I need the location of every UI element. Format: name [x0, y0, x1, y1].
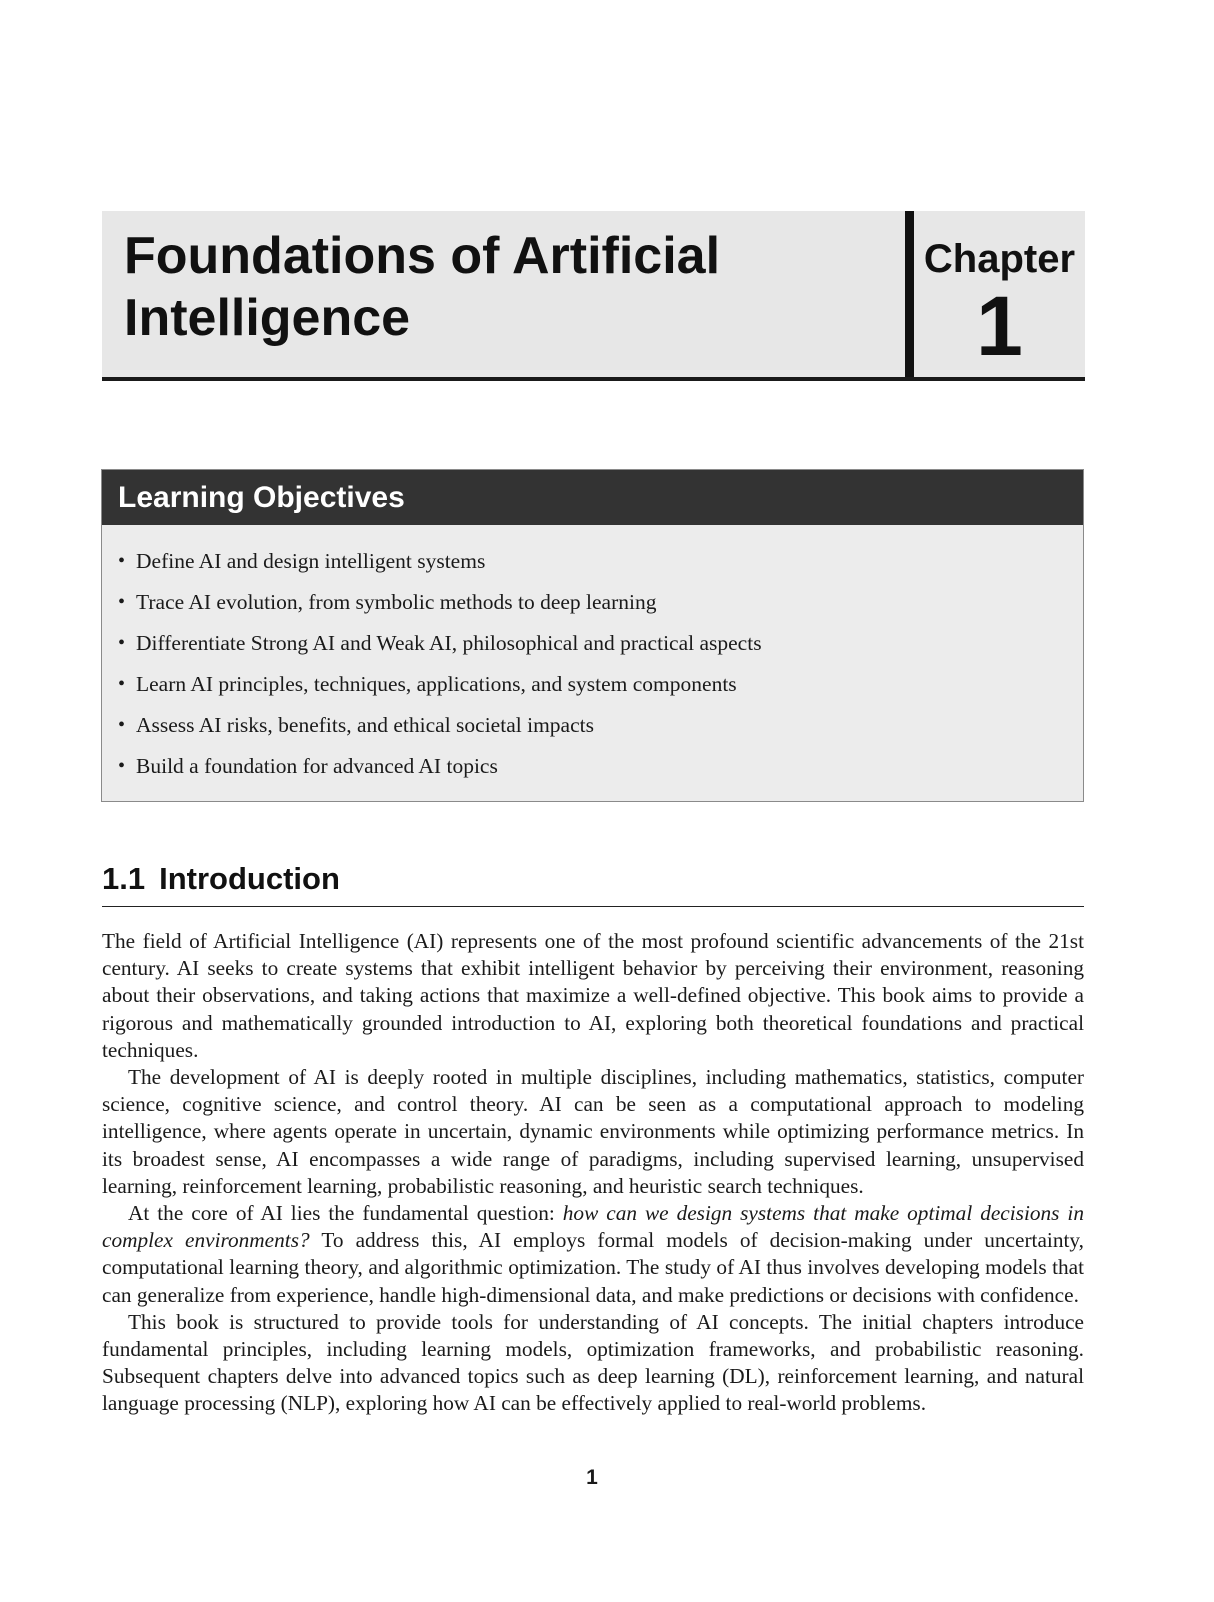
section-title: Introduction — [159, 861, 340, 896]
objective-item: • Define AI and design intelligent systems — [118, 541, 1083, 582]
chapter-divider — [905, 211, 914, 377]
objective-item: • Build a foundation for advanced AI topics — [118, 746, 1083, 787]
chapter-box — [914, 211, 1085, 377]
paragraph: The field of Artificial Intelligence (AI) represents one of the most profound scientific advancements of the 21st century. AI seeks to create systems that exhibit intelligent behavior by perceiving their environment, reasoning about their observations, and taking actions that maximize a well-defined objective. This book aims to provide a rigorous and mathematically grounded introduction to AI, exploring both theoretical foundations and practical techniques. — [102, 929, 1084, 1062]
paragraph: The development of AI is deeply rooted in multiple disciplines, including mathematics, statistics, computer science, cognitive science, and control theory. AI can be seen as a computational approach to modeling intelligence, where agents operate in uncertain, dynamic environments while optimizing performance metrics. In its broadest sense, AI encompasses a wide range of paradigms, including supervised learning, unsupervised learning, reinforcement learning, probabilistic reasoning, and heuristic search techniques. — [102, 1065, 1084, 1198]
learning-objectives-list — [102, 525, 1083, 787]
chapter-title: Foundations of Artificial Intelligence — [124, 227, 721, 347]
emphasized-question: how can we design systems that make optimal decisions in complex environments? — [102, 1201, 1084, 1253]
paragraph — [102, 1200, 1084, 1309]
chapter-header — [102, 211, 1085, 381]
body-text — [102, 928, 1084, 1418]
chapter-label: Chapter — [923, 237, 1076, 281]
objective-item: • Trace AI evolution, from symbolic methods to deep learning — [118, 582, 1083, 623]
objective-item: • Learn AI principles, techniques, applications, and system components — [118, 664, 1083, 705]
paragraph-text: At the core of AI lies the fundamental question: — [128, 1201, 563, 1226]
section-number: 1.1 — [102, 861, 146, 896]
paragraph: This book is structured to provide tools for understanding of AI concepts. The initial chapters introduce fundamental principles, including learning models, optimization frameworks, and probabilistic reasoning. Subsequent chapters delve into advanced topics such as deep learning (DL), reinforcement learning, and natural language processing (NLP), exploring how AI can be effectively applied to real-world problems. — [102, 1309, 1084, 1416]
section-heading — [102, 856, 1084, 907]
objective-item: • Differentiate Strong AI and Weak AI, philosophical and practical aspects — [118, 623, 1083, 664]
objective-item: • Assess AI risks, benefits, and ethical societal impacts — [118, 705, 1083, 746]
learning-objectives-box — [101, 469, 1084, 802]
page-number: 1 — [586, 1466, 598, 1489]
paragraph-text: To address this, AI employs formal models of decision-making under uncertainty, computational learning theory, and algorithmic optimization. The study of AI thus involves developing models that can generalize from experience, handle high-dimensional data, and make predictions or decisions with confidence. — [102, 1228, 1084, 1307]
learning-objectives-heading: Learning Objectives — [102, 470, 1083, 525]
chapter-number: 1 — [976, 279, 1023, 373]
